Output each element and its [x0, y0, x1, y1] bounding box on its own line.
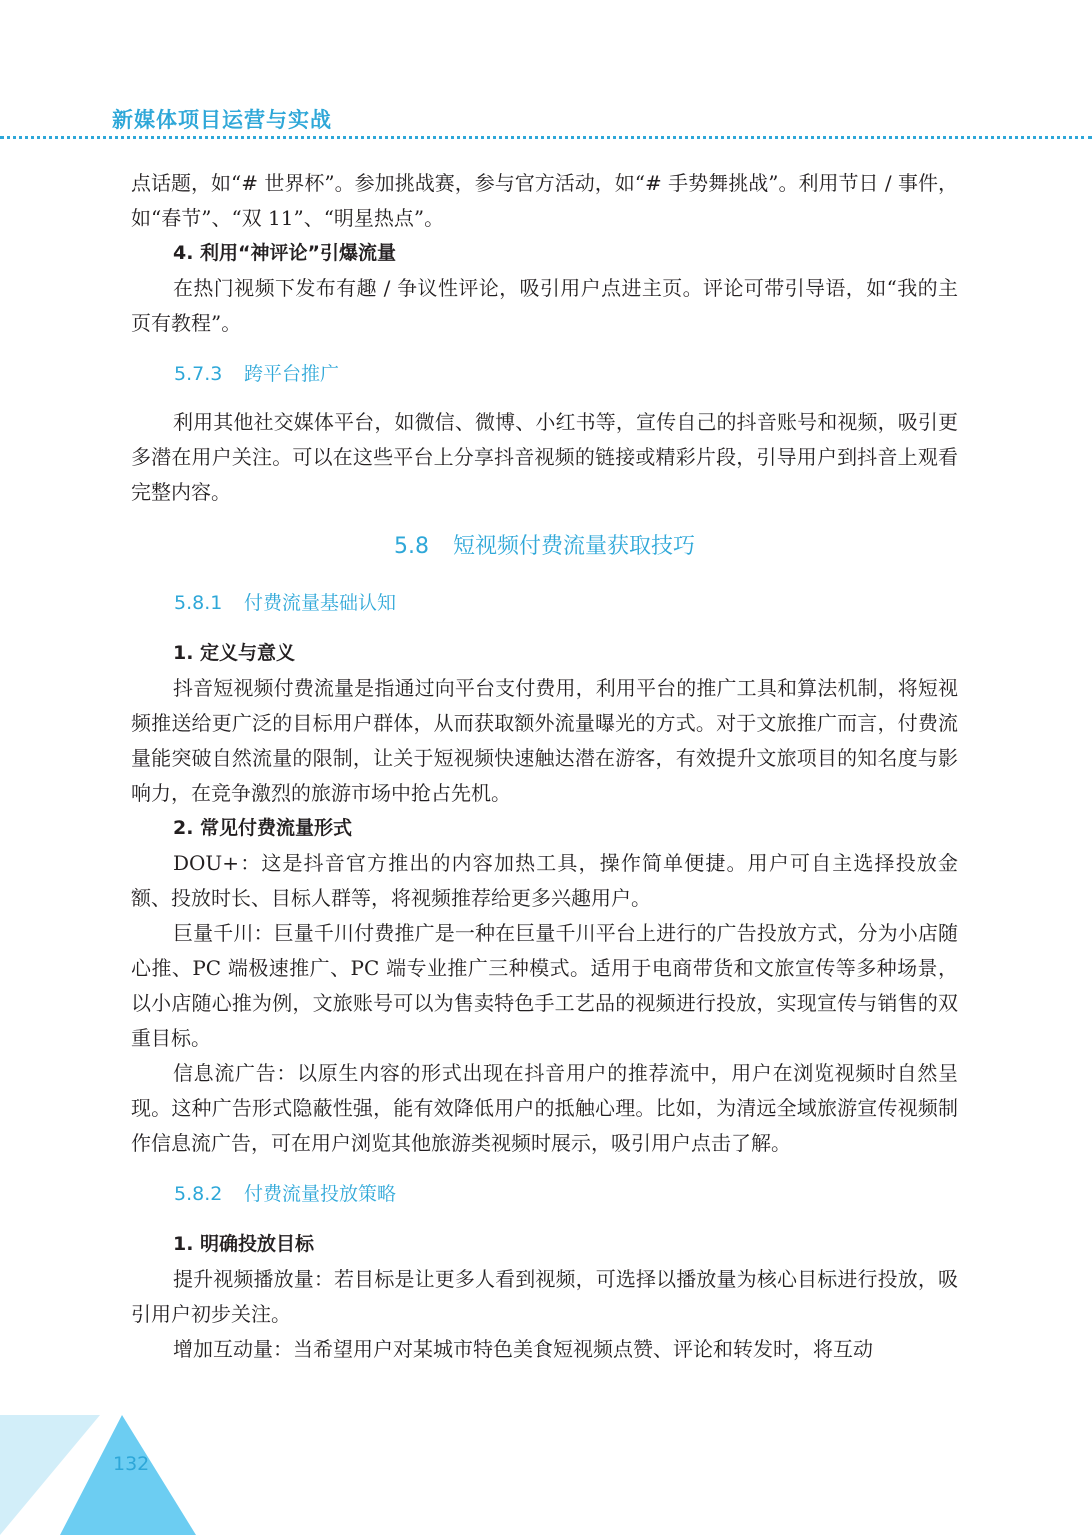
paragraph: 抖音短视频付费流量是指通过向平台支付费用，利用平台的推广工具和算法机制，将短视频推送给更广泛的目标用户群体，从而获取额外流量曝光的方式。对于文旅推广而言，付费流量能突破自然流量的限制，让关于短视频快速触达潜在游客，有效提升文旅项目的知名度与影响力，在竞争激烈的旅游市场中抢占先机。: [131, 676, 958, 805]
subheading: 1. 定义与意义: [173, 642, 296, 664]
section-number: 5.7.3: [174, 363, 223, 385]
subheading: 4. 利用“神评论”引爆流量: [173, 242, 397, 264]
section-number: 5.8: [393, 534, 429, 559]
paragraph: 在热门视频下发布有趣 / 争议性评论，吸引用户点进主页。评论可带引导语，如“我的主页有教程”。: [131, 276, 958, 335]
paragraph: 巨量千川：巨量千川付费推广是一种在巨量千川平台上进行的广告投放方式，分为小店随心推、PC 端极速推广、PC 端专业推广三种模式。适用于电商带货和文旅宣传等多种场景，以小店随心推为例，文旅账号可以为售卖特色手工艺品的视频进行投放，实现宣传与销售的双重目标。: [131, 921, 958, 1050]
page-body: [131, 166, 958, 1367]
section-title: 付费流量基础认知: [244, 592, 397, 614]
section-number: 5.8.2: [174, 1183, 223, 1205]
section-heading: [131, 359, 958, 389]
paragraph: 提升视频播放量：若目标是让更多人看到视频，可选择以播放量为核心目标进行投放，吸引用户初步关注。: [131, 1267, 958, 1326]
subheading: 1. 明确投放目标: [173, 1233, 315, 1255]
running-header-title: 新媒体项目运营与实战: [112, 108, 332, 132]
section-title: 短视频付费流量获取技巧: [452, 534, 695, 559]
section-heading: [131, 1179, 958, 1209]
paragraph: DOU+：这是抖音官方推出的内容加热工具，操作简单便捷。用户可自主选择投放金额、投放时长、目标人群等，将视频推荐给更多兴趣用户。: [131, 851, 958, 910]
section-title: 付费流量投放策略: [244, 1183, 397, 1205]
paragraph: 增加互动量：当希望用户对某城市特色美食短视频点赞、评论和转发时，将互动: [173, 1337, 873, 1361]
subheading: 2. 常见付费流量形式: [173, 817, 353, 839]
paragraph: 信息流广告：以原生内容的形式出现在抖音用户的推荐流中，用户在浏览视频时自然呈现。这种广告形式隐蔽性强，能有效降低用户的抵触心理。比如，为清远全域旅游宣传视频制作信息流广告，可在用户浏览其他旅游类视频时展示，吸引用户点击了解。: [131, 1061, 958, 1155]
corner-triangle-decoration: [0, 1415, 240, 1535]
header-dotted-rule: [0, 136, 1092, 139]
chapter-section-heading: [131, 530, 958, 564]
section-heading: [131, 588, 958, 618]
page-number: 132: [113, 1453, 150, 1475]
section-number: 5.8.1: [174, 592, 223, 614]
paragraph: 点话题，如“# 世界杯”。参加挑战赛，参与官方活动，如“# 手势舞挑战”。利用节日 / 事件，如“春节”、“双 11”、“明星热点”。: [131, 171, 958, 230]
section-title: 跨平台推广: [244, 363, 340, 385]
paragraph: 利用其他社交媒体平台，如微信、微博、小红书等，宣传自己的抖音账号和视频，吸引更多潜在用户关注。可以在这些平台上分享抖音视频的链接或精彩片段，引导用户到抖音上观看完整内容。: [131, 410, 958, 504]
